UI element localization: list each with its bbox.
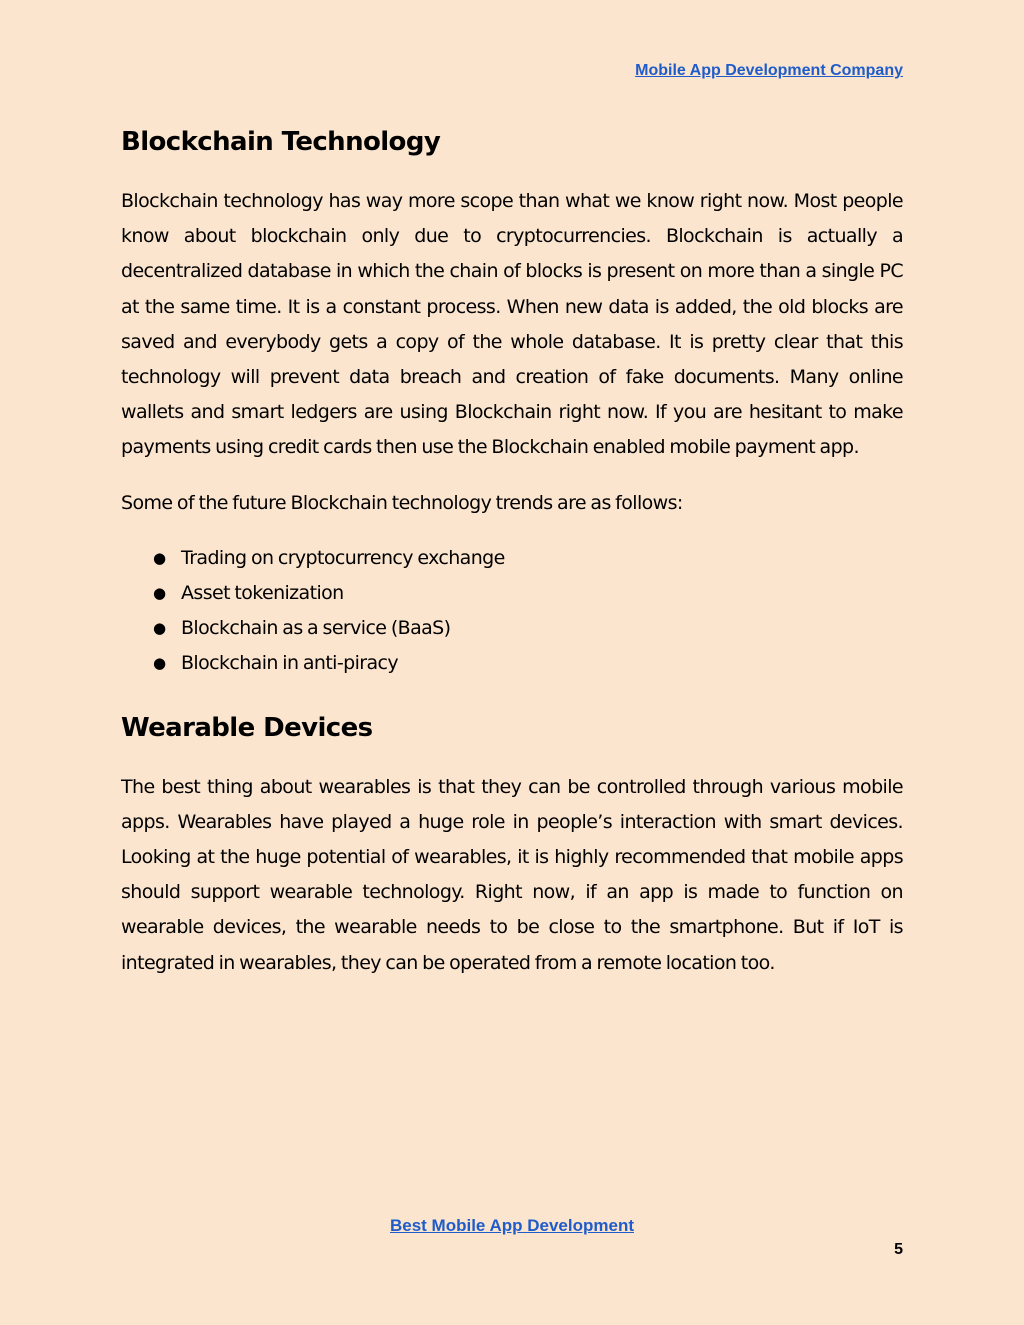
blockchain-trends-list — [121, 541, 903, 682]
blockchain-trends-intro: Some of the future Blockchain technology trends are as follows: — [121, 491, 683, 514]
wearables-section — [121, 708, 903, 981]
footer — [0, 1216, 1024, 1236]
list-item: ● Blockchain as a service (BaaS) — [153, 611, 903, 646]
bullet-icon: ● — [153, 654, 166, 673]
section-title-blockchain: Blockchain Technology — [121, 127, 441, 157]
page-number: 5 — [894, 1241, 903, 1258]
footer-link[interactable]: Best Mobile App Development — [389, 1216, 634, 1235]
list-item: ● Blockchain in anti-piracy — [153, 646, 903, 681]
wearables-paragraph: The best thing about wearables is that they can be controlled through various mobile apps. Wearables have played a huge role in people’s interaction with smart devices. Looking at the huge potential of wearables, it is highly recommended that mobile apps should support wearable technology. Right now, if an app is made to function on wearable devices, the wearable needs to be close to the smartphone. But if IoT is integrated in wearables, they can be operated from a remote location too. — [121, 775, 903, 974]
list-item: ● Asset tokenization — [153, 576, 903, 611]
list-item: ● Trading on cryptocurrency exchange — [153, 541, 903, 576]
bullet-icon: ● — [153, 584, 166, 603]
bullet-icon: ● — [153, 619, 166, 638]
section-title-wearables: Wearable Devices — [121, 712, 373, 743]
bullet-icon: ● — [153, 548, 166, 567]
header-link[interactable]: Mobile App Development Company — [635, 62, 903, 79]
blockchain-paragraph: Blockchain technology has way more scope than what we know right now. Most people know about blockchain only due to cryptocurrencies. Blockchain is actually a decentralized database in which the chain of blocks is present on more than a single PC at the same time. It is a constant process. When new data is added, the old blocks are saved and everybody gets a copy of the whole database. It is pretty clear that this technology will prevent data breach and creation of fake documents. Many online wallets and smart ledgers are using Blockchain right now. If you are hesitant to make payments using credit cards then use the Blockchain enabled mobile payment app. — [121, 190, 903, 459]
page-content — [121, 122, 903, 1001]
